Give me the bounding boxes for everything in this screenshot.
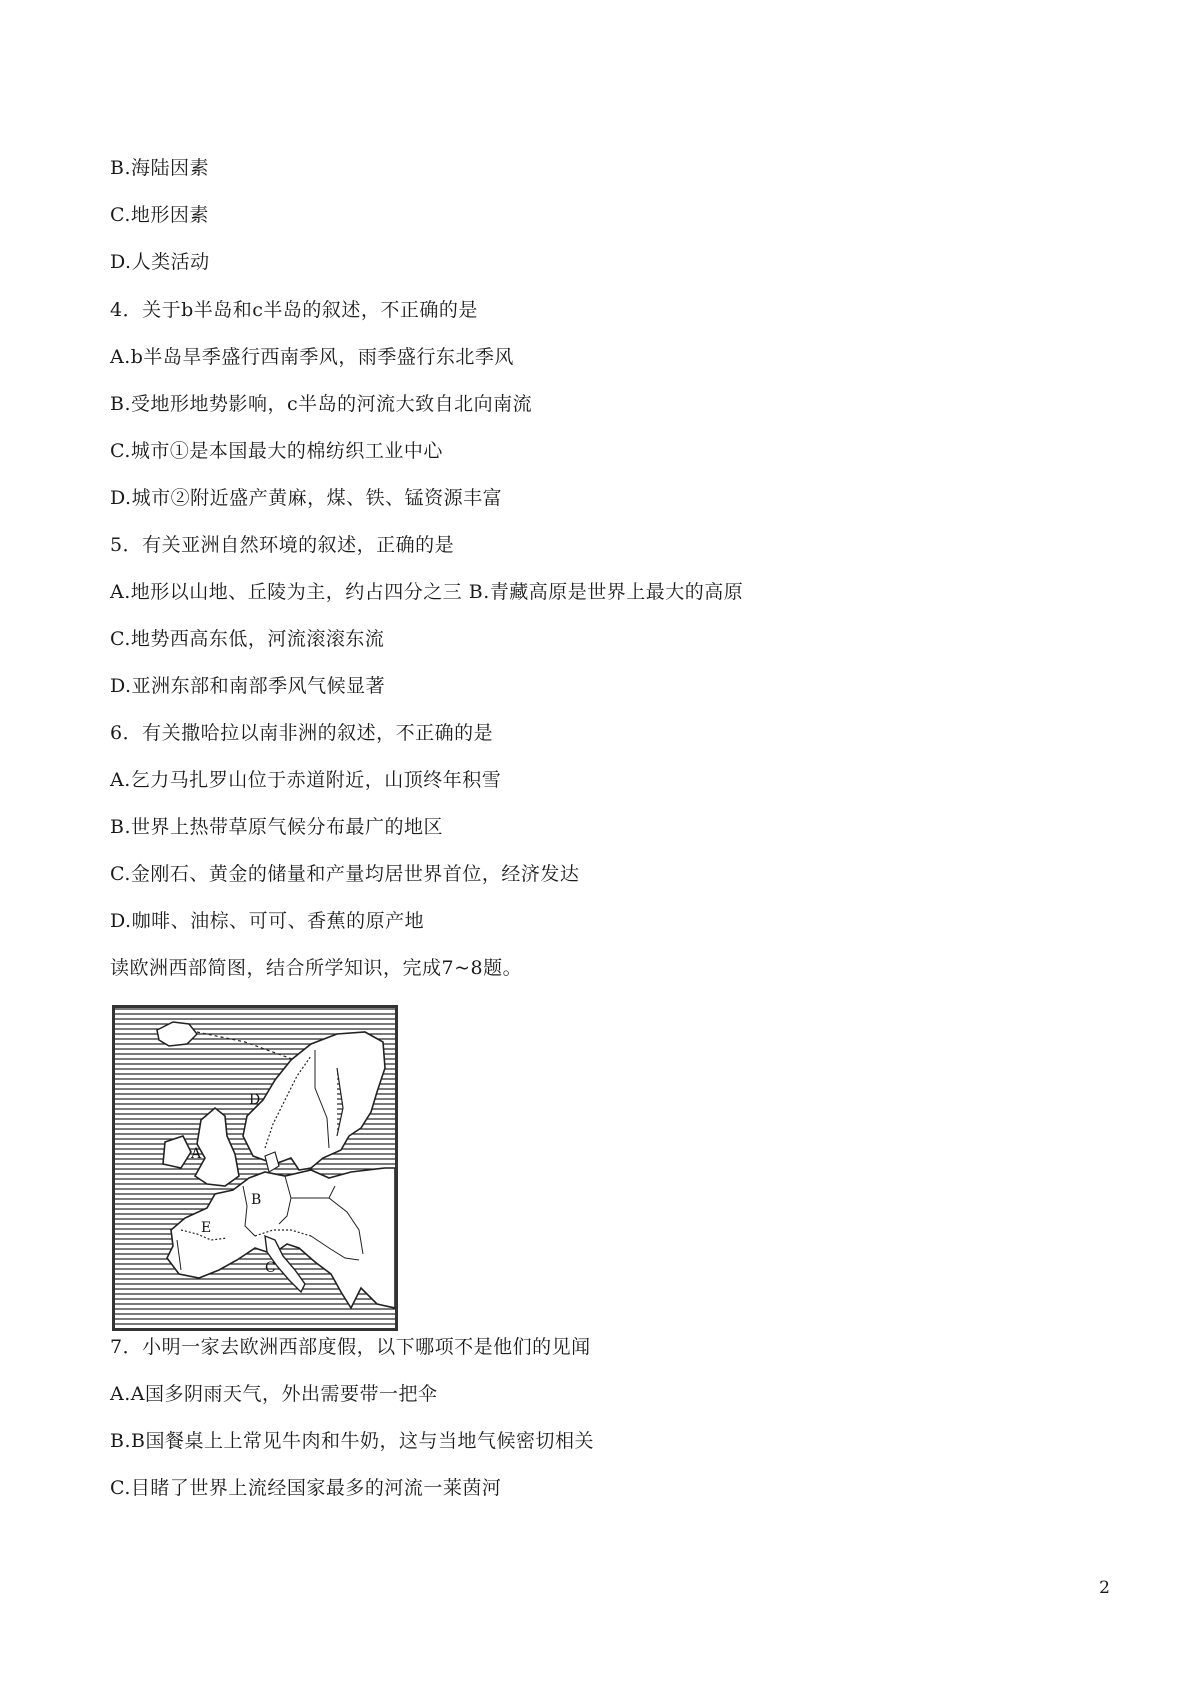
q6-option-c: C.金刚石、黄金的储量和产量均居世界首位，经济发达 xyxy=(110,863,580,885)
q4-option-d: D.城市②附近盛产黄麻，煤、铁、锰资源丰富 xyxy=(110,487,503,509)
question-6: 6．有关撒哈拉以南非洲的叙述，不正确的是 xyxy=(110,722,494,744)
map-intro: 读欧洲西部简图，结合所学知识，完成7~8题。 xyxy=(110,957,523,979)
question-7: 7．小明一家去欧洲西部度假，以下哪项不是他们的见闻 xyxy=(110,1336,591,1358)
map-label-c: C xyxy=(265,1260,276,1276)
q6-option-b: B.世界上热带草原气候分布最广的地区 xyxy=(110,816,444,838)
line-d-human: D.人类活动 xyxy=(110,251,210,273)
q5-option-ab: A.地形以山地、丘陵为主，约占四分之三 B.青藏高原是世界上最大的高原 xyxy=(110,581,744,603)
q7-option-a: A.A国多阴雨天气，外出需要带一把伞 xyxy=(110,1383,438,1405)
q4-option-a: A.b半岛旱季盛行西南季风，雨季盛行东北季风 xyxy=(110,346,514,368)
map-label-b: B xyxy=(251,1192,262,1208)
q4-option-c: C.城市①是本国最大的棉纺织工业中心 xyxy=(110,440,443,462)
line-c-terrain: C.地形因素 xyxy=(110,204,209,226)
q6-option-a: A.乞力马扎罗山位于赤道附近，山顶终年积雪 xyxy=(110,769,502,791)
q7-option-c: C.目睹了世界上流经国家最多的河流一莱茵河 xyxy=(110,1477,502,1499)
q5-option-d: D.亚洲东部和南部季风气候显著 xyxy=(110,675,386,697)
q5-option-c: C.地势西高东低，河流滚滚东流 xyxy=(110,628,385,650)
page-number: 2 xyxy=(1099,1578,1110,1598)
map-svg xyxy=(115,1008,395,1328)
map-label-e: E xyxy=(201,1220,212,1236)
q6-option-d: D.咖啡、油棕、可可、香蕉的原产地 xyxy=(110,910,425,932)
question-4: 4．关于b半岛和c半岛的叙述，不正确的是 xyxy=(110,299,478,321)
q4-option-b: B.受地形地势影响，c半岛的河流大致自北向南流 xyxy=(110,393,533,415)
map-label-a: A xyxy=(191,1146,202,1162)
question-5: 5．有关亚洲自然环境的叙述，正确的是 xyxy=(110,534,455,556)
q7-option-b: B.B国餐桌上上常见牛肉和牛奶，这与当地气候密切相关 xyxy=(110,1430,594,1452)
line-b-sea-land: B.海陆因素 xyxy=(110,157,210,179)
western-europe-map xyxy=(112,1005,398,1331)
map-label-d: D xyxy=(249,1092,261,1108)
